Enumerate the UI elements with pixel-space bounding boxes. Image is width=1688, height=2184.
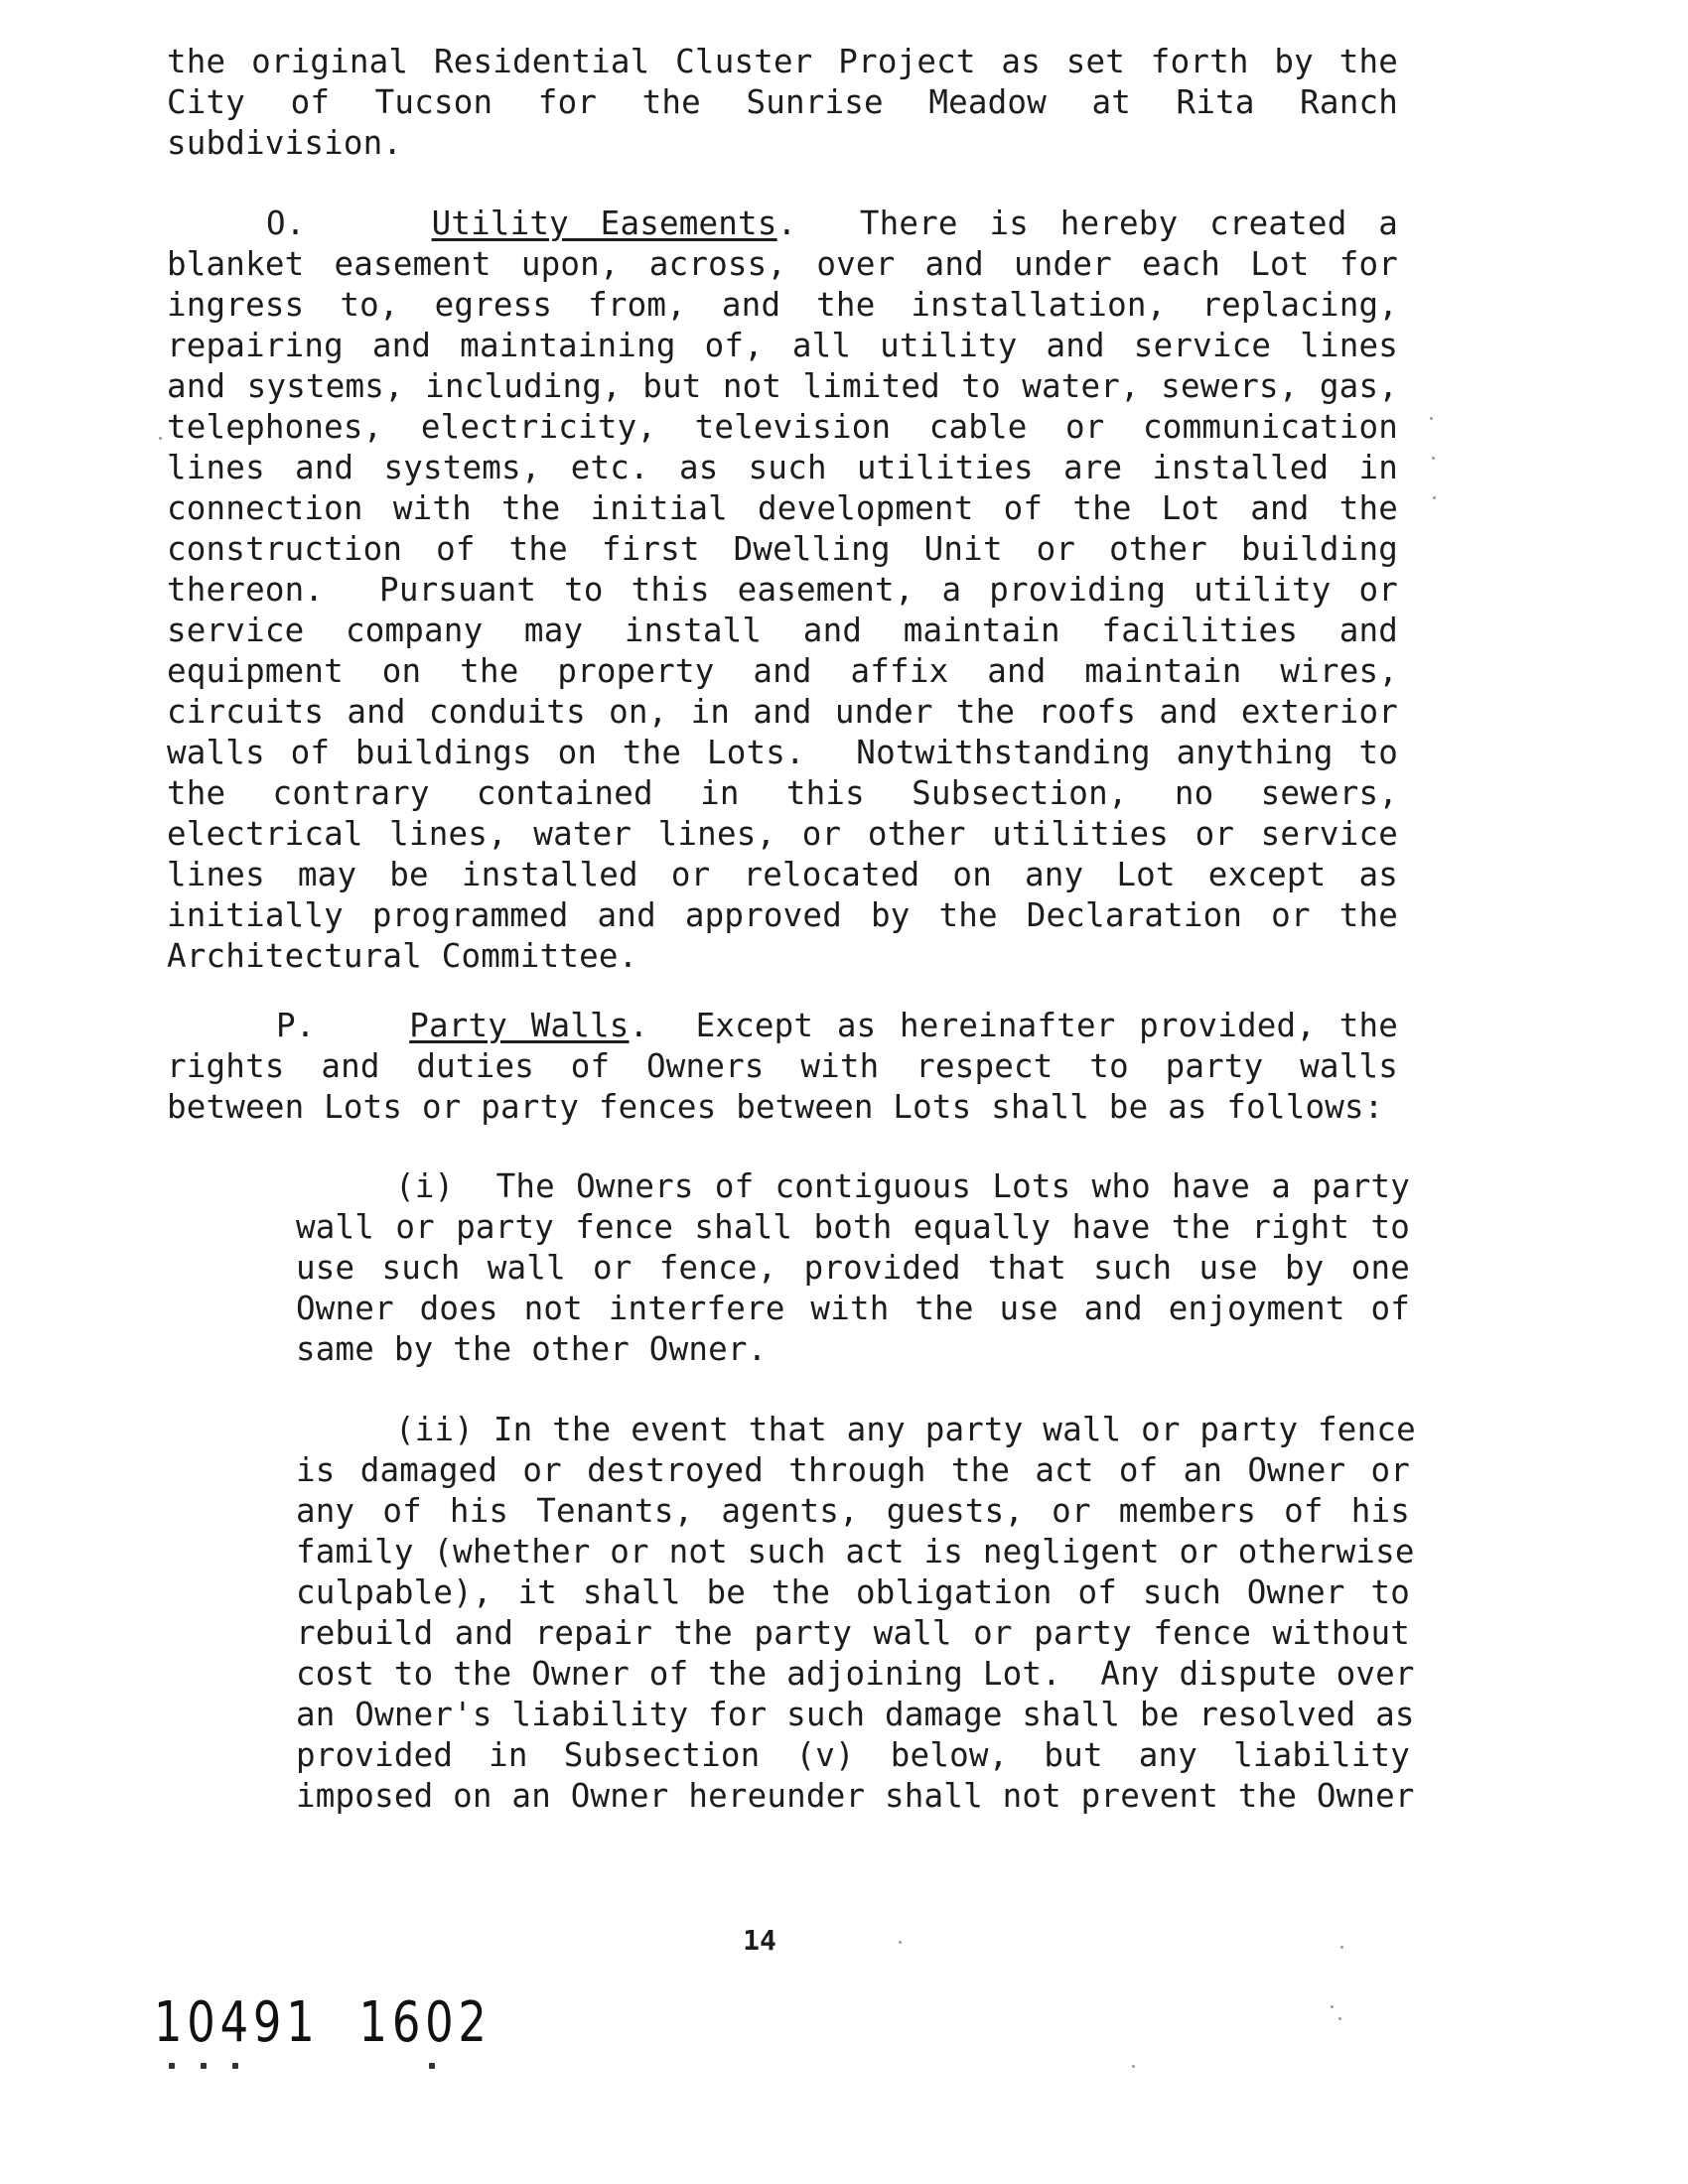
scan-speck [1432,457,1435,460]
text-line: is damaged or destroyed through the act of an Owner or [296,1451,1410,1489]
scan-speck [159,437,162,440]
text-line: (i) The Owners of contiguous Lots who have a party [395,1167,1410,1205]
text-line: an Owner's liability for such damage shall be resolved as [296,1696,1415,1733]
recording-stamp [154,1990,492,2055]
text-line: initially programmed and approved by the Declaration or the [167,896,1398,934]
text-line: family (whether or not such act is negligent or otherwise [296,1533,1415,1570]
intro-paragraph [167,42,1398,164]
text-line: equipment on the property and affix and maintain wires, [167,652,1398,690]
section-p-heading-line [167,1006,1398,1046]
recording-page: 1602 [358,1990,492,2055]
text-line: lines and systems, etc. as such utilities are installed in [167,449,1398,486]
text-line: and systems, including, but not limited to water, sewers, gas, [167,367,1398,405]
page-number: 14 [743,1924,776,1957]
text-line: provided in Subsection (v) below, but any liability [296,1736,1410,1774]
recording-tick-marks [159,2063,457,2071]
recording-docket: 10491 [154,1990,320,2055]
text-line: Architectural Committee. [167,937,638,975]
text-line: walls of buildings on the Lots. Notwithstanding anything to [167,734,1398,771]
scan-speck [1430,417,1433,420]
text-line: Owner does not interfere with the use and enjoyment of [296,1290,1410,1327]
section-o-utility-easements [167,204,1398,977]
scan-speck [1340,1946,1343,1949]
text-line: (ii) In the event that any party wall or party fence [395,1411,1416,1448]
text-line: the contrary contained in this Subsection, no sewers, [167,774,1398,812]
section-p-heading: Party Walls [409,1007,630,1044]
text-line: imposed on an Owner hereunder shall not prevent the Owner [296,1777,1415,1815]
scan-speck [899,1941,902,1944]
scan-speck [1433,496,1436,499]
scan-speck [1132,2065,1135,2068]
text-line: connection with the initial development of the Lot and the [167,489,1398,527]
text-line: wall or party fence shall both equally have the right to [296,1208,1410,1246]
section-o-marker: O. [266,205,306,242]
text-line: same by the other Owner. [296,1330,768,1368]
text-line: City of Tucson for the Sunrise Meadow at Rita Ranch [167,83,1398,121]
scan-speck [1338,2017,1341,2020]
text-line: subdivision. [167,124,403,162]
text-line: thereon. Pursuant to this easement, a providing utility or [167,571,1398,609]
text-line: rebuild and repair the party wall or party fence without [296,1614,1410,1652]
section-o-heading-rest: . There is hereby created a [776,205,1398,242]
text-line: repairing and maintaining of, all utility and service lines [167,327,1398,364]
text-line: use such wall or fence, provided that such use by one [296,1249,1410,1287]
section-p-party-walls [167,1006,1398,1128]
text-line: the original Residential Cluster Project as set forth by the [167,43,1398,80]
text-line: electrical lines, water lines, or other utilities or service [167,815,1398,853]
text-line: cost to the Owner of the adjoining Lot. Any dispute over [296,1655,1415,1693]
subsection-i [296,1166,1410,1370]
text-line: construction of the first Dwelling Unit or other building [167,530,1398,568]
text-line: blanket easement upon, across, over and under each Lot for [167,245,1398,283]
text-line: lines may be installed or relocated on any Lot except as [167,856,1398,893]
text-line: culpable), it shall be the obligation of such Owner to [296,1573,1410,1611]
scan-speck [1331,2005,1334,2008]
text-line: service company may install and maintain facilities and [167,612,1398,649]
text-line: any of his Tenants, agents, guests, or members of his [296,1492,1410,1530]
section-o-heading: Utility Easements [431,205,777,242]
text-line: rights and duties of Owners with respect to party walls [167,1047,1398,1085]
section-p-marker: P. [276,1007,316,1044]
section-o-heading-line [167,204,1398,244]
text-line: telephones, electricity, television cable or communication [167,408,1398,446]
subsection-ii [296,1410,1416,1817]
text-line: circuits and conduits on, in and under the roofs and exterior [167,693,1398,731]
text-line: ingress to, egress from, and the installation, replacing, [167,286,1398,324]
text-line: between Lots or party fences between Lots shall be as follows: [167,1088,1384,1126]
section-p-heading-rest: . Except as hereinafter provided, the [629,1007,1398,1044]
